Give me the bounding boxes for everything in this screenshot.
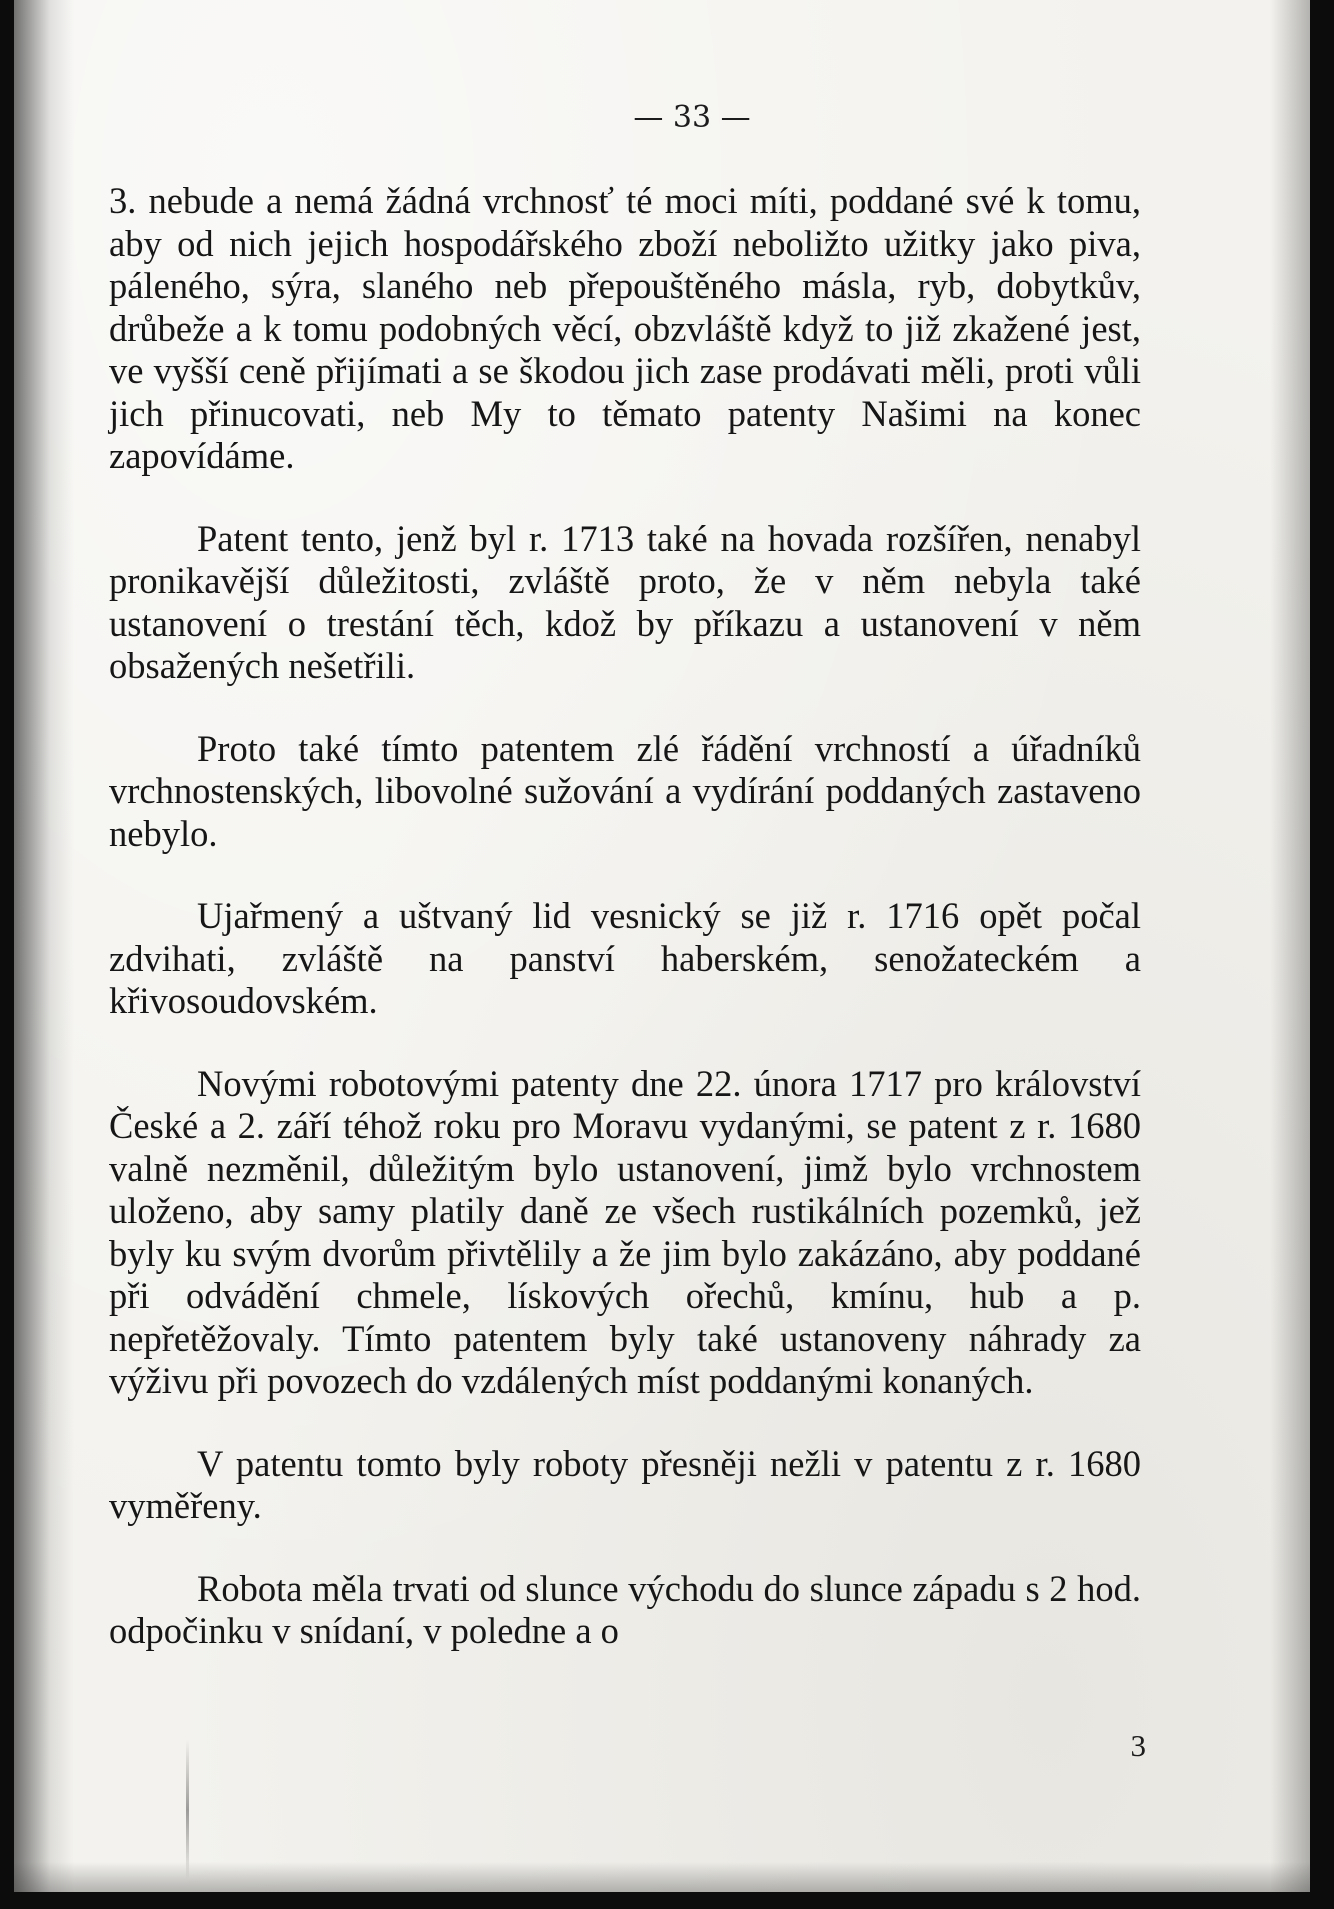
sheet-signature-mark: 3: [1130, 1728, 1146, 1763]
page-number: — 33 —: [633, 100, 751, 135]
paragraph-1: 3. nebude a nemá žádná vrchnosť té moci míti, poddané své k tomu, aby od nich jejich hospodářského zboží neboližto užitky jako piva, páleného, sýra, slaného neb přepouštěného másla, ryb, dobytkův, drůbeže a k tomu podobných věcí, obzvláště když to již zkažené jest, ve vyšší ceně přijímati a se škodou jich zase prodávati měli, proti vůli jich přinucovati, neb My to těmato patenty Našimi na konec zapovídáme.: [109, 180, 1141, 476]
paragraph-6: V patentu tomto byly roboty přesněji nežli v patentu z r. 1680 vyměřeny.: [109, 1442, 1141, 1526]
paper-crease: [186, 1740, 189, 1880]
paragraph-5: Novými robotovými patenty dne 22. února 1717 pro království České a 2. září téhož roku pro Moravu vydanými, se patent z r. 1680 valně nezměnil, důležitým bylo ustanovení, jimž bylo vrchnostem uloženo, aby samy platily daně ze všech rustikálních pozemků, jež byly ku svým dvorům přivtělily a že jim bylo zakázáno, aby poddané při odvádění chmele, lískových ořechů, kmínu, hub a p. nepřetěžovaly. Tímto patentem byly také ustanoveny náhrady za výživu při povozech do vzdálených míst poddanými konaných.: [109, 1062, 1141, 1401]
paragraph-2: Patent tento, jenž byl r. 1713 také na hovada rozšířen, nenabyl pronikavější důležitosti, zvláště proto, že v něm nebyla také ustanovení o trestání těch, kdož by příkazu a ustanovení v něm obsažených nešetřili.: [109, 517, 1141, 686]
edge-shadow: [1270, 0, 1310, 1892]
paragraph-3: Proto také tímto patentem zlé řádění vrchností a úřadníků vrchnostenských, libovolné sužování a vydírání poddaných zastaveno nebylo.: [109, 727, 1141, 854]
paragraph-4: Ujařmený a uštvaný lid vesnický se již r. 1716 opět počal zdvihati, zvláště na panství haberském, senožateckém a křivosoudovském.: [109, 895, 1141, 1021]
bottom-edge-shadow: [14, 1862, 1310, 1892]
body-text: [109, 180, 1141, 1693]
binding-shadow: [14, 0, 74, 1892]
paragraph-7: Robota měla trvati od slunce východu do slunce západu s 2 hod. odpočinku v snídaní, v poledne a o: [109, 1567, 1141, 1651]
book-page: [14, 0, 1310, 1892]
